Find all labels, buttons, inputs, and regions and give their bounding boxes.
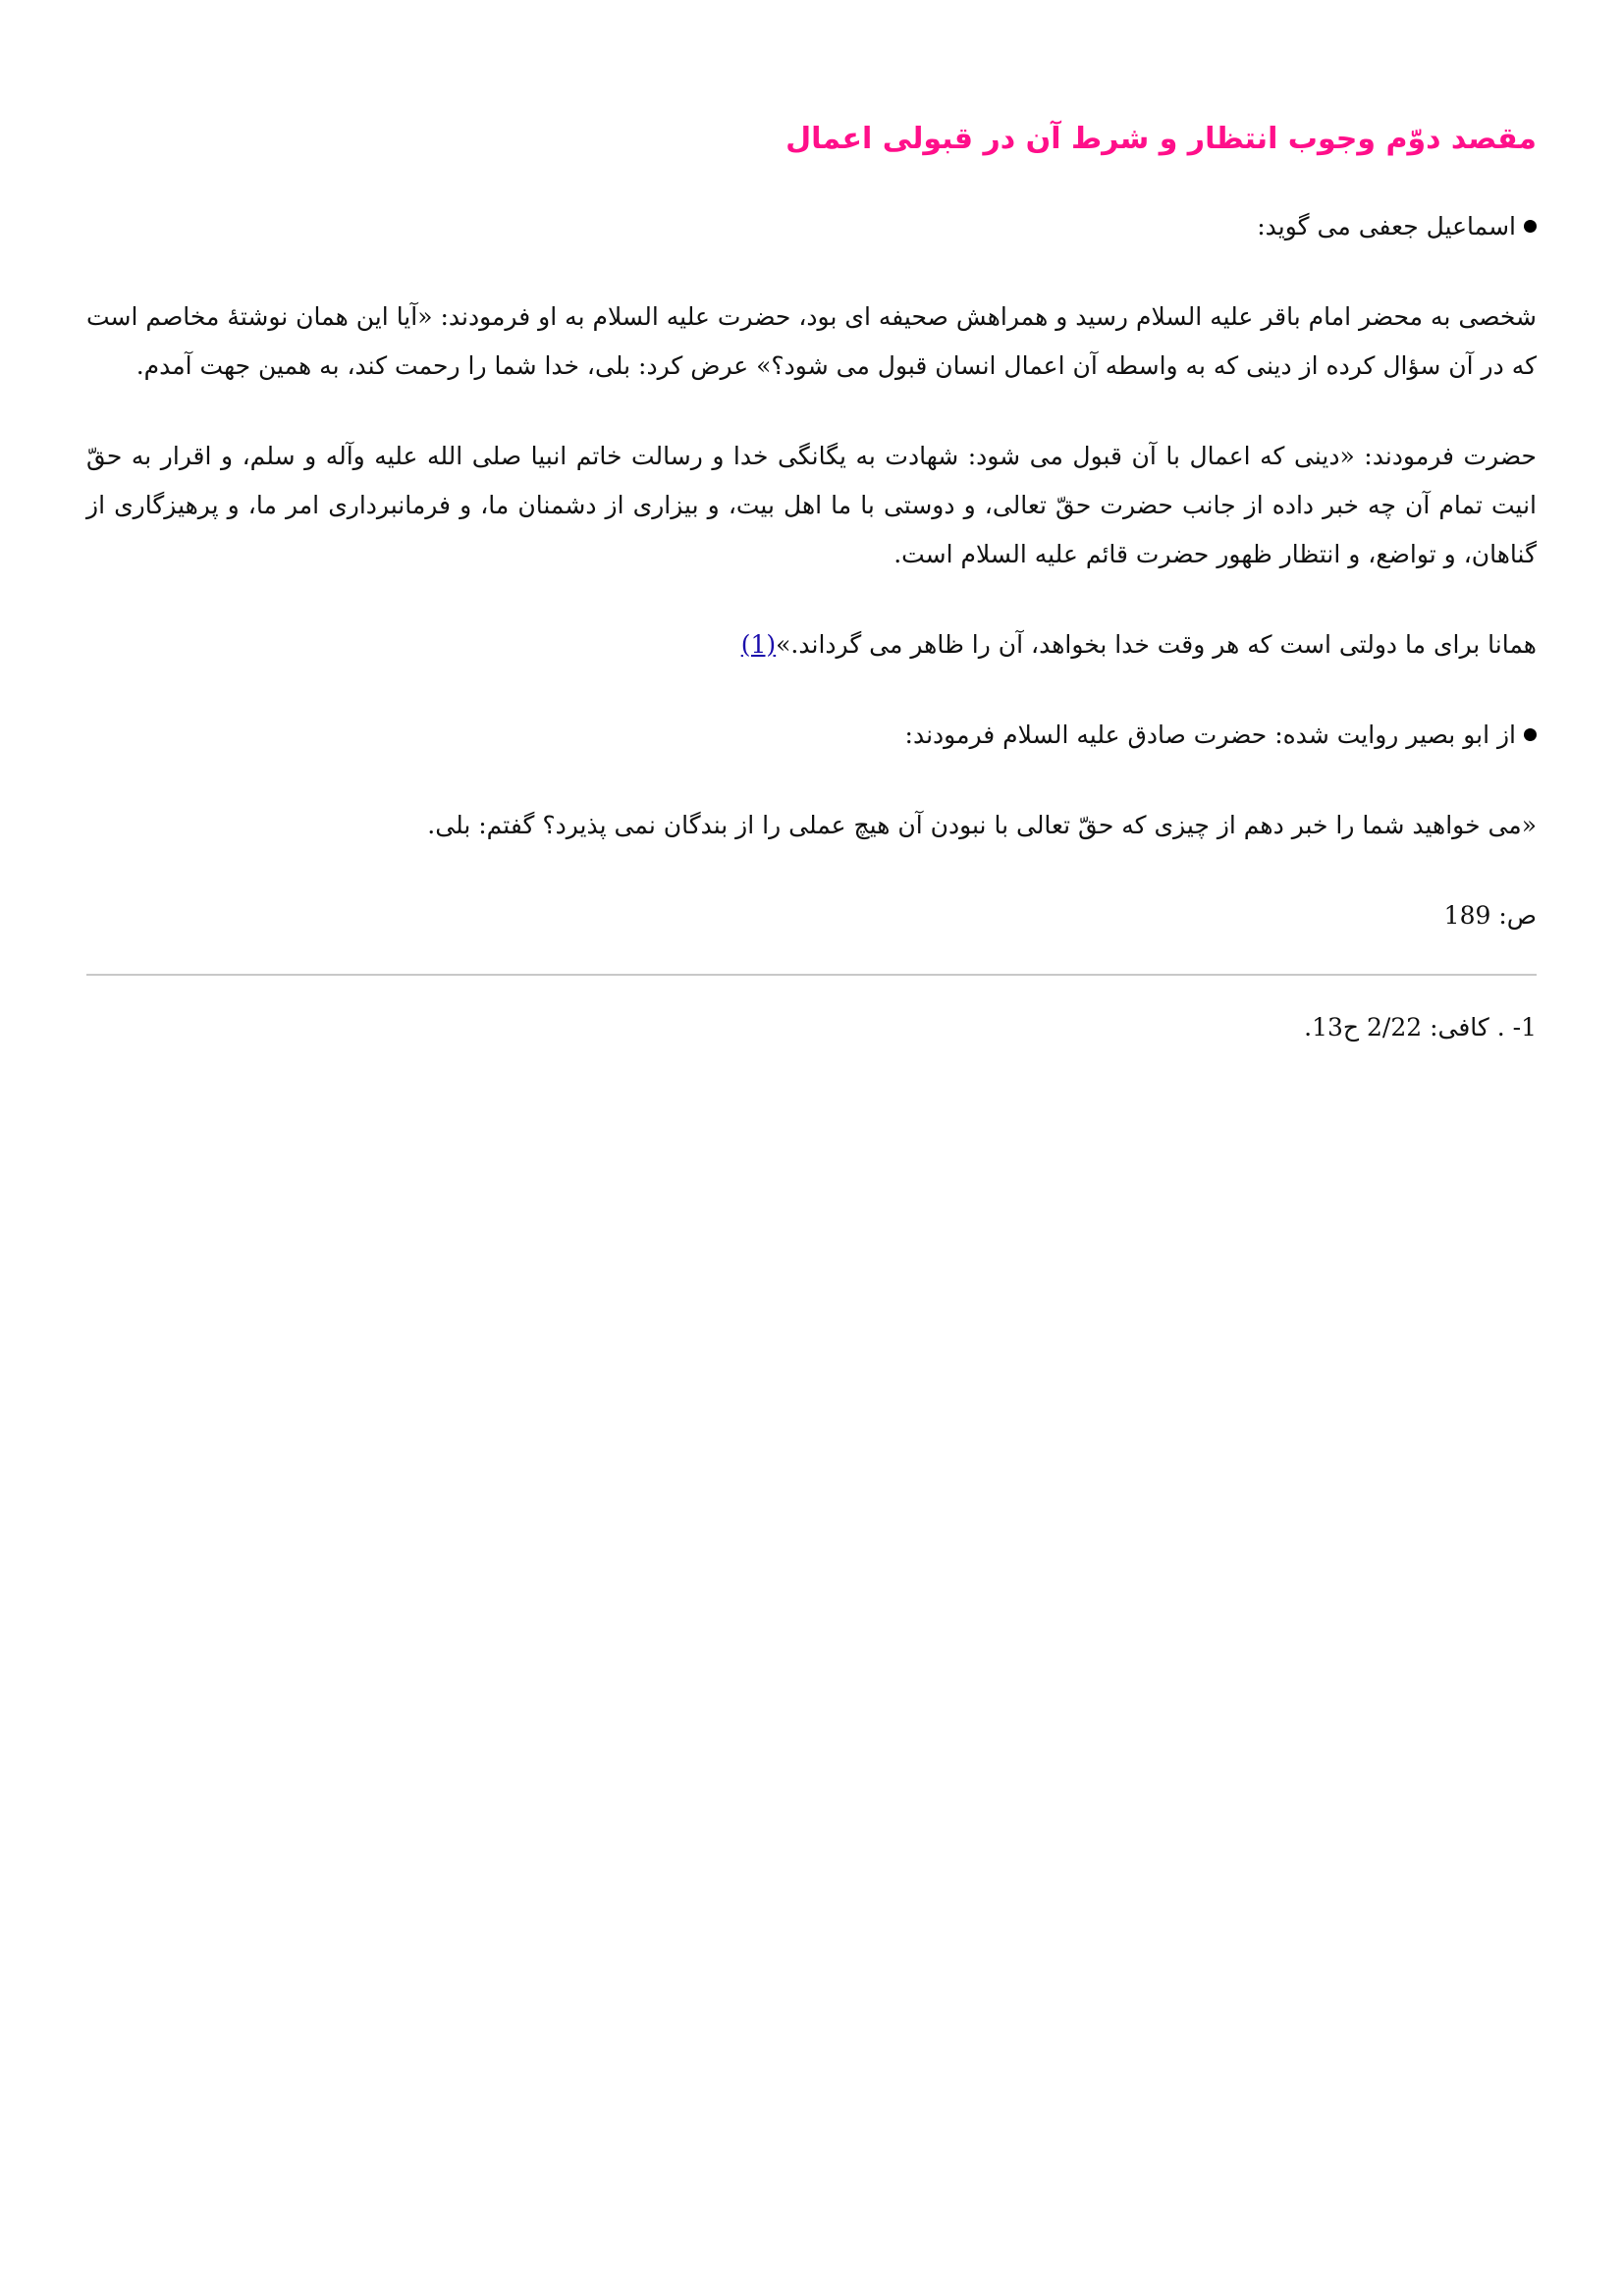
footnote-link-1[interactable]: (1) [740,630,777,659]
narration-intro-abu-basir-text: از ابو بصیر روایت شده: حضرت صادق علیه السلام فرمودند: [904,721,1516,749]
paragraph-2: حضرت فرمودند: «دینی که اعمال با آن قبول می شود: شهادت به یگانگی خدا و رسالت خاتم انبیا صلی الله علیه وآله و سلم، و اقرار به حقّ انیت تمام آن چه خبر داده از جانب حضرت حقّ تعالی، و دوستی با ما اهل بیت، و بیزاری از دشمنان ما، و فرمانبرداری امر ما، و پرهیزگاری از گناهان، و تواضع، و انتظار ظهور حضرت قائم علیه السلام است. [86,442,1537,568]
narration-intro-abu-basir [86,711,1537,760]
paragraph-3-text: همانا برای ما دولتی است که هر وقت خدا بخواهد، آن را ظاهر می گرداند.» [776,630,1537,659]
narration-intro-jufi [86,202,1537,251]
narration-intro-jufi-text: اسماعیل جعفی می گوید: [1257,212,1516,240]
bullet-icon [1524,220,1537,233]
footnote-1: 1- . کافی: 2/22 ح13. [1304,1013,1537,1041]
section-heading: مقصد دوّم وجوب انتظار و شرط آن در قبولی اعمال [785,122,1537,156]
paragraph-1: شخصی به محضر امام باقر علیه السلام رسید و همراهش صحیفه ای بود، حضرت علیه السلام به او فرمودند: «آیا این همان نوشتهٔ مخاصم است که در آن سؤال کرده از دینی که به واسطه آن اعمال انسان قبول می شود؟» عرض کرد: بلی، خدا شما را رحمت کند، به همین جهت آمدم. [86,302,1537,380]
paragraph-3 [86,620,1537,669]
page-number: ص: 189 [1443,901,1537,930]
paragraph-4: «می خواهید شما را خبر دهم از چیزی که حقّ تعالی با نبودن آن هیچ عملی را از بندگان نمی پذیرد؟ گفتم: بلی. [427,811,1537,839]
bullet-icon [1524,728,1537,741]
footnote-divider [86,974,1537,976]
